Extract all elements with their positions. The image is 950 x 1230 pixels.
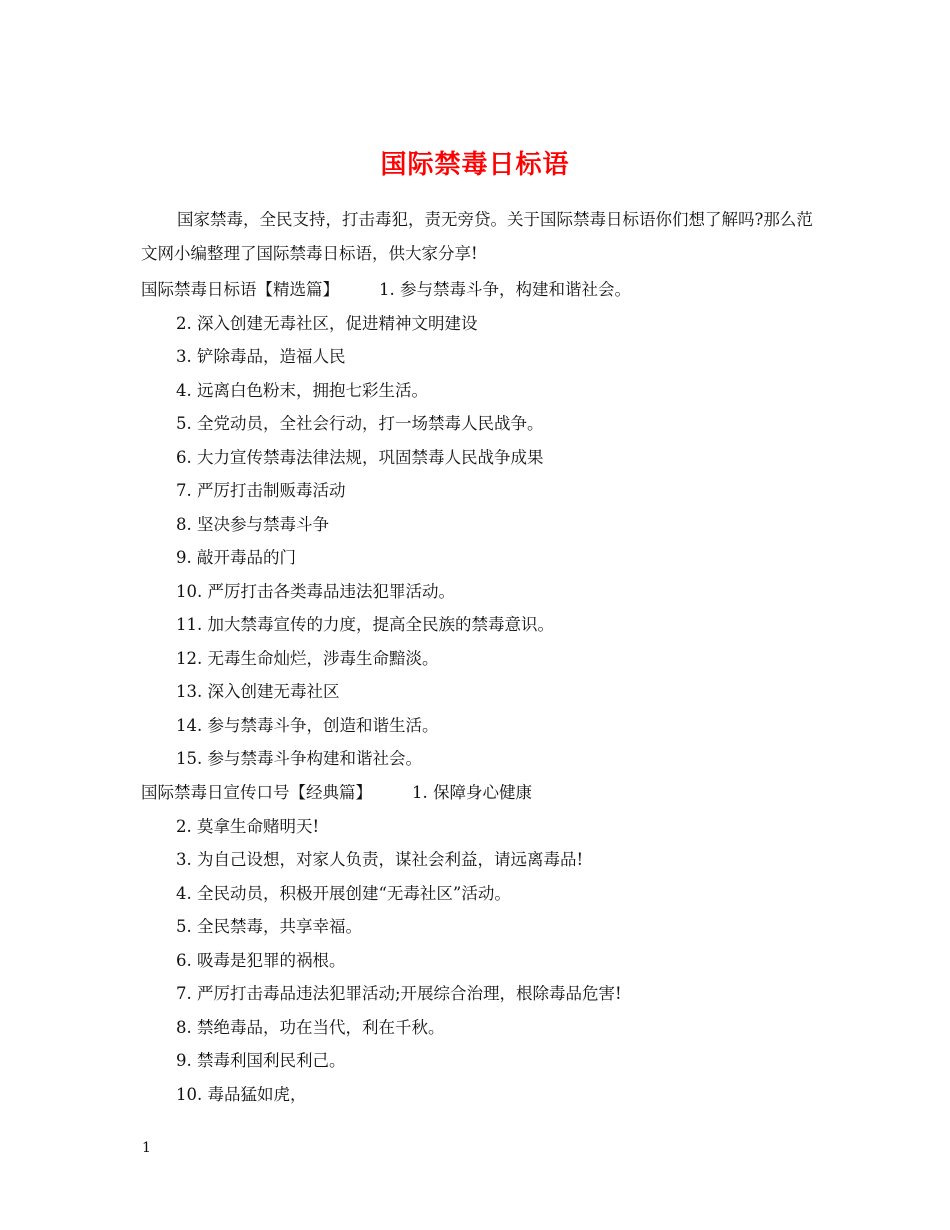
list-item: 4. 远离白色粉末，拥抱七彩生活。 bbox=[176, 381, 428, 400]
list-item: 8. 坚决参与禁毒斗争 bbox=[176, 515, 329, 534]
section-title: 国际禁毒日标语【精选篇】 bbox=[141, 280, 339, 299]
intro-paragraph: 国家禁毒，全民支持，打击毒犯，责无旁贷。关于国际禁毒日标语你们想了解吗?那么范文网小编整理了国际禁毒日标语，供大家分享! bbox=[141, 210, 813, 263]
section-heading-selected bbox=[141, 273, 631, 307]
list-item: 5. 全民禁毒，共享幸福。 bbox=[176, 917, 362, 936]
list-item: 9. 禁毒利国利民利己。 bbox=[176, 1051, 346, 1070]
list-item: 7. 严厉打击制贩毒活动 bbox=[176, 481, 346, 500]
list-item: 8. 禁绝毒品，功在当代，利在千秋。 bbox=[176, 1018, 445, 1037]
list-item: 2. 莫拿生命赌明天! bbox=[176, 817, 320, 836]
list-item: 1. 参与禁毒斗争，构建和谐社会。 bbox=[379, 280, 631, 299]
list-item: 15. 参与禁毒斗争构建和谐社会。 bbox=[176, 749, 422, 768]
list-item: 7. 严厉打击毒品违法犯罪活动;开展综合治理，根除毒品危害! bbox=[176, 984, 622, 1003]
list-item: 13. 深入创建无毒社区 bbox=[176, 682, 340, 701]
list-item: 6. 吸毒是犯罪的祸根。 bbox=[176, 951, 346, 970]
list-item: 3. 为自己设想，对家人负责，谋社会利益，请远离毒品! bbox=[176, 850, 584, 869]
list-item: 4. 全民动员，积极开展创建“无毒社区”活动。 bbox=[176, 884, 511, 903]
list-item: 5. 全党动员，全社会行动，打一场禁毒人民战争。 bbox=[176, 414, 544, 433]
list-item: 10. 毒品猛如虎， bbox=[176, 1085, 307, 1104]
list-item: 10. 严厉打击各类毒品违法犯罪活动。 bbox=[176, 582, 455, 601]
list-item: 9. 敲开毒品的门 bbox=[176, 548, 296, 567]
list-item: 12. 无毒生命灿烂，涉毒生命黯淡。 bbox=[176, 649, 439, 668]
section-heading-classic bbox=[141, 776, 532, 810]
list-item: 14. 参与禁毒斗争，创造和谐生活。 bbox=[176, 716, 439, 735]
document-title: 国际禁毒日标语 bbox=[380, 150, 570, 181]
section-title: 国际禁毒日宣传口号【经典篇】 bbox=[141, 783, 372, 802]
list-item: 1. 保障身心健康 bbox=[412, 783, 532, 802]
list-item: 3. 铲除毒品，造福人民 bbox=[176, 347, 346, 366]
list-item: 11. 加大禁毒宣传的力度，提高全民族的禁毒意识。 bbox=[176, 615, 554, 634]
list-item: 6. 大力宣传禁毒法律法规，巩固禁毒人民战争成果 bbox=[176, 448, 544, 467]
page-number: 1 bbox=[142, 1140, 151, 1156]
list-item: 2. 深入创建无毒社区，促进精神文明建设 bbox=[176, 314, 478, 333]
